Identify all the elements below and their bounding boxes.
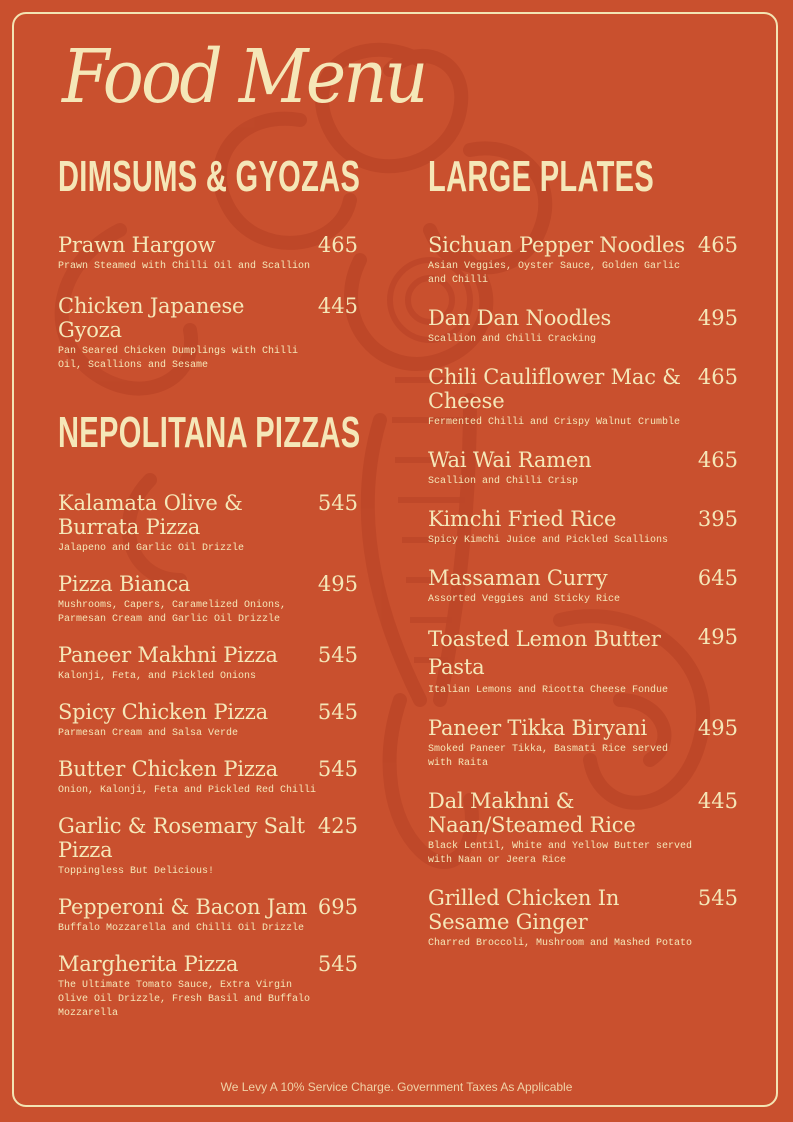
- item-price: 545: [317, 700, 358, 724]
- item-name: Garlic & Rosemary Salt Pizza: [58, 814, 305, 862]
- item-description: Spicy Kimchi Juice and Pickled Scallions: [428, 535, 669, 546]
- item-price: 495: [317, 572, 358, 596]
- item-description: Jalapeno and Garlic Oil Drizzle: [58, 543, 245, 554]
- service-charge-note: We Levy A 10% Service Charge. Government Taxes As Applicable: [220, 1080, 573, 1094]
- menu-item: [428, 625, 738, 698]
- section-heading-large-plates: LARGE PLATES: [428, 152, 655, 201]
- menu-item: [58, 952, 358, 1021]
- item-price: 545: [317, 757, 358, 781]
- item-price: 395: [697, 507, 738, 531]
- menu-item: [428, 365, 738, 430]
- item-name: Sichuan Pepper Noodles: [428, 233, 685, 257]
- item-description: Black Lentil, White and Yellow Butter served with Naan or Jeera Rice: [428, 841, 693, 866]
- item-description: Asian Veggies, Oyster Sauce, Golden Garlic and Chilli: [428, 261, 681, 286]
- item-price: 495: [697, 306, 738, 330]
- item-description: Parmesan Cream and Salsa Verde: [58, 728, 239, 739]
- item-name: Chili Cauliflower Mac & Cheese: [428, 365, 681, 413]
- item-price: 445: [317, 294, 358, 318]
- item-description: Scallion and Chilli Crisp: [428, 476, 579, 487]
- menu-item: [428, 886, 738, 951]
- item-name: Massaman Curry: [428, 566, 608, 590]
- menu-item: [428, 716, 738, 771]
- item-name: Grilled Chicken In Sesame Ginger: [428, 886, 620, 934]
- menu-item: [58, 491, 358, 556]
- menu-item: [58, 700, 358, 741]
- menu-item: [428, 789, 738, 868]
- item-description: Mushrooms, Capers, Caramelized Onions, Parmesan Cream and Garlic Oil Drizzle: [58, 600, 287, 625]
- item-price: 545: [697, 886, 738, 910]
- menu-item: [428, 448, 738, 489]
- item-description: Kalonji, Feta, and Pickled Onions: [58, 671, 257, 682]
- item-description: Fermented Chilli and Crispy Walnut Crumble: [428, 417, 681, 428]
- item-price: 545: [317, 952, 358, 976]
- item-name: Wai Wai Ramen: [428, 448, 592, 472]
- item-description: Pan Seared Chicken Dumplings with Chilli Oil, Scallions and Sesame: [58, 346, 299, 371]
- item-price: 645: [697, 566, 738, 590]
- item-description: Italian Lemons and Ricotta Cheese Fondue: [428, 685, 669, 696]
- menu-item: [58, 643, 358, 684]
- item-name: Pepperoni & Bacon Jam: [58, 895, 308, 919]
- item-price: 465: [697, 448, 738, 472]
- item-description: Prawn Steamed with Chilli Oil and Scallion: [58, 261, 311, 272]
- menu-item: [428, 233, 738, 288]
- menu-item: [58, 572, 358, 627]
- item-name: Margherita Pizza: [58, 952, 239, 976]
- item-price: 425: [317, 814, 358, 838]
- menu-item: [58, 814, 358, 879]
- item-description: Charred Broccoli, Mushroom and Mashed Potato: [428, 938, 693, 949]
- item-description: The Ultimate Tomato Sauce, Extra Virgin Olive Oil Drizzle, Fresh Basil and Buffalo Mozzarella: [58, 980, 311, 1019]
- menu-item: [428, 507, 738, 548]
- menu-item: [58, 757, 358, 798]
- item-price: 465: [697, 365, 738, 389]
- item-name: Spicy Chicken Pizza: [58, 700, 268, 724]
- item-name: Prawn Hargow: [58, 233, 216, 257]
- item-description: Scallion and Chilli Cracking: [428, 334, 597, 345]
- item-price: 545: [317, 643, 358, 667]
- menu-title: Food Menu: [62, 34, 426, 120]
- item-price: 495: [697, 716, 738, 740]
- item-price: 465: [317, 233, 358, 257]
- menu-item: [428, 306, 738, 347]
- menu-item: [428, 566, 738, 607]
- item-name: Kimchi Fried Rice: [428, 507, 617, 531]
- item-name: Pizza Bianca: [58, 572, 191, 596]
- menu-item: [58, 895, 358, 936]
- section-heading-pizzas: NEPOLITANA PIZZAS: [58, 408, 361, 457]
- menu-item: [58, 294, 358, 373]
- item-price: 465: [697, 233, 738, 257]
- item-description: Buffalo Mozzarella and Chilli Oil Drizzle: [58, 923, 305, 934]
- item-name: Toasted Lemon Butter Pasta: [428, 627, 661, 679]
- right-column: [428, 152, 738, 951]
- menu-item: [58, 233, 358, 274]
- item-name: Paneer Makhni Pizza: [58, 643, 278, 667]
- item-name: Chicken Japanese Gyoza: [58, 294, 245, 342]
- item-name: Dan Dan Noodles: [428, 306, 612, 330]
- left-column: [58, 152, 361, 1021]
- item-price: 695: [317, 895, 358, 919]
- item-name: Dal Makhni & Naan/Steamed Rice: [428, 789, 636, 837]
- item-price: 495: [697, 625, 738, 649]
- item-price: 545: [317, 491, 358, 515]
- item-price: 445: [697, 789, 738, 813]
- item-name: Paneer Tikka Biryani: [428, 716, 647, 740]
- item-name: Butter Chicken Pizza: [58, 757, 278, 781]
- item-description: Onion, Kalonji, Feta and Pickled Red Chilli: [58, 785, 317, 796]
- item-description: Toppingless But Delicious!: [58, 866, 215, 877]
- item-description: Assorted Veggies and Sticky Rice: [428, 594, 621, 605]
- item-description: Smoked Paneer Tikka, Basmati Rice served with Raita: [428, 744, 669, 769]
- section-heading-dimsums: DIMSUMS & GYOZAS: [58, 152, 361, 201]
- item-name: Kalamata Olive & Burrata Pizza: [58, 491, 243, 539]
